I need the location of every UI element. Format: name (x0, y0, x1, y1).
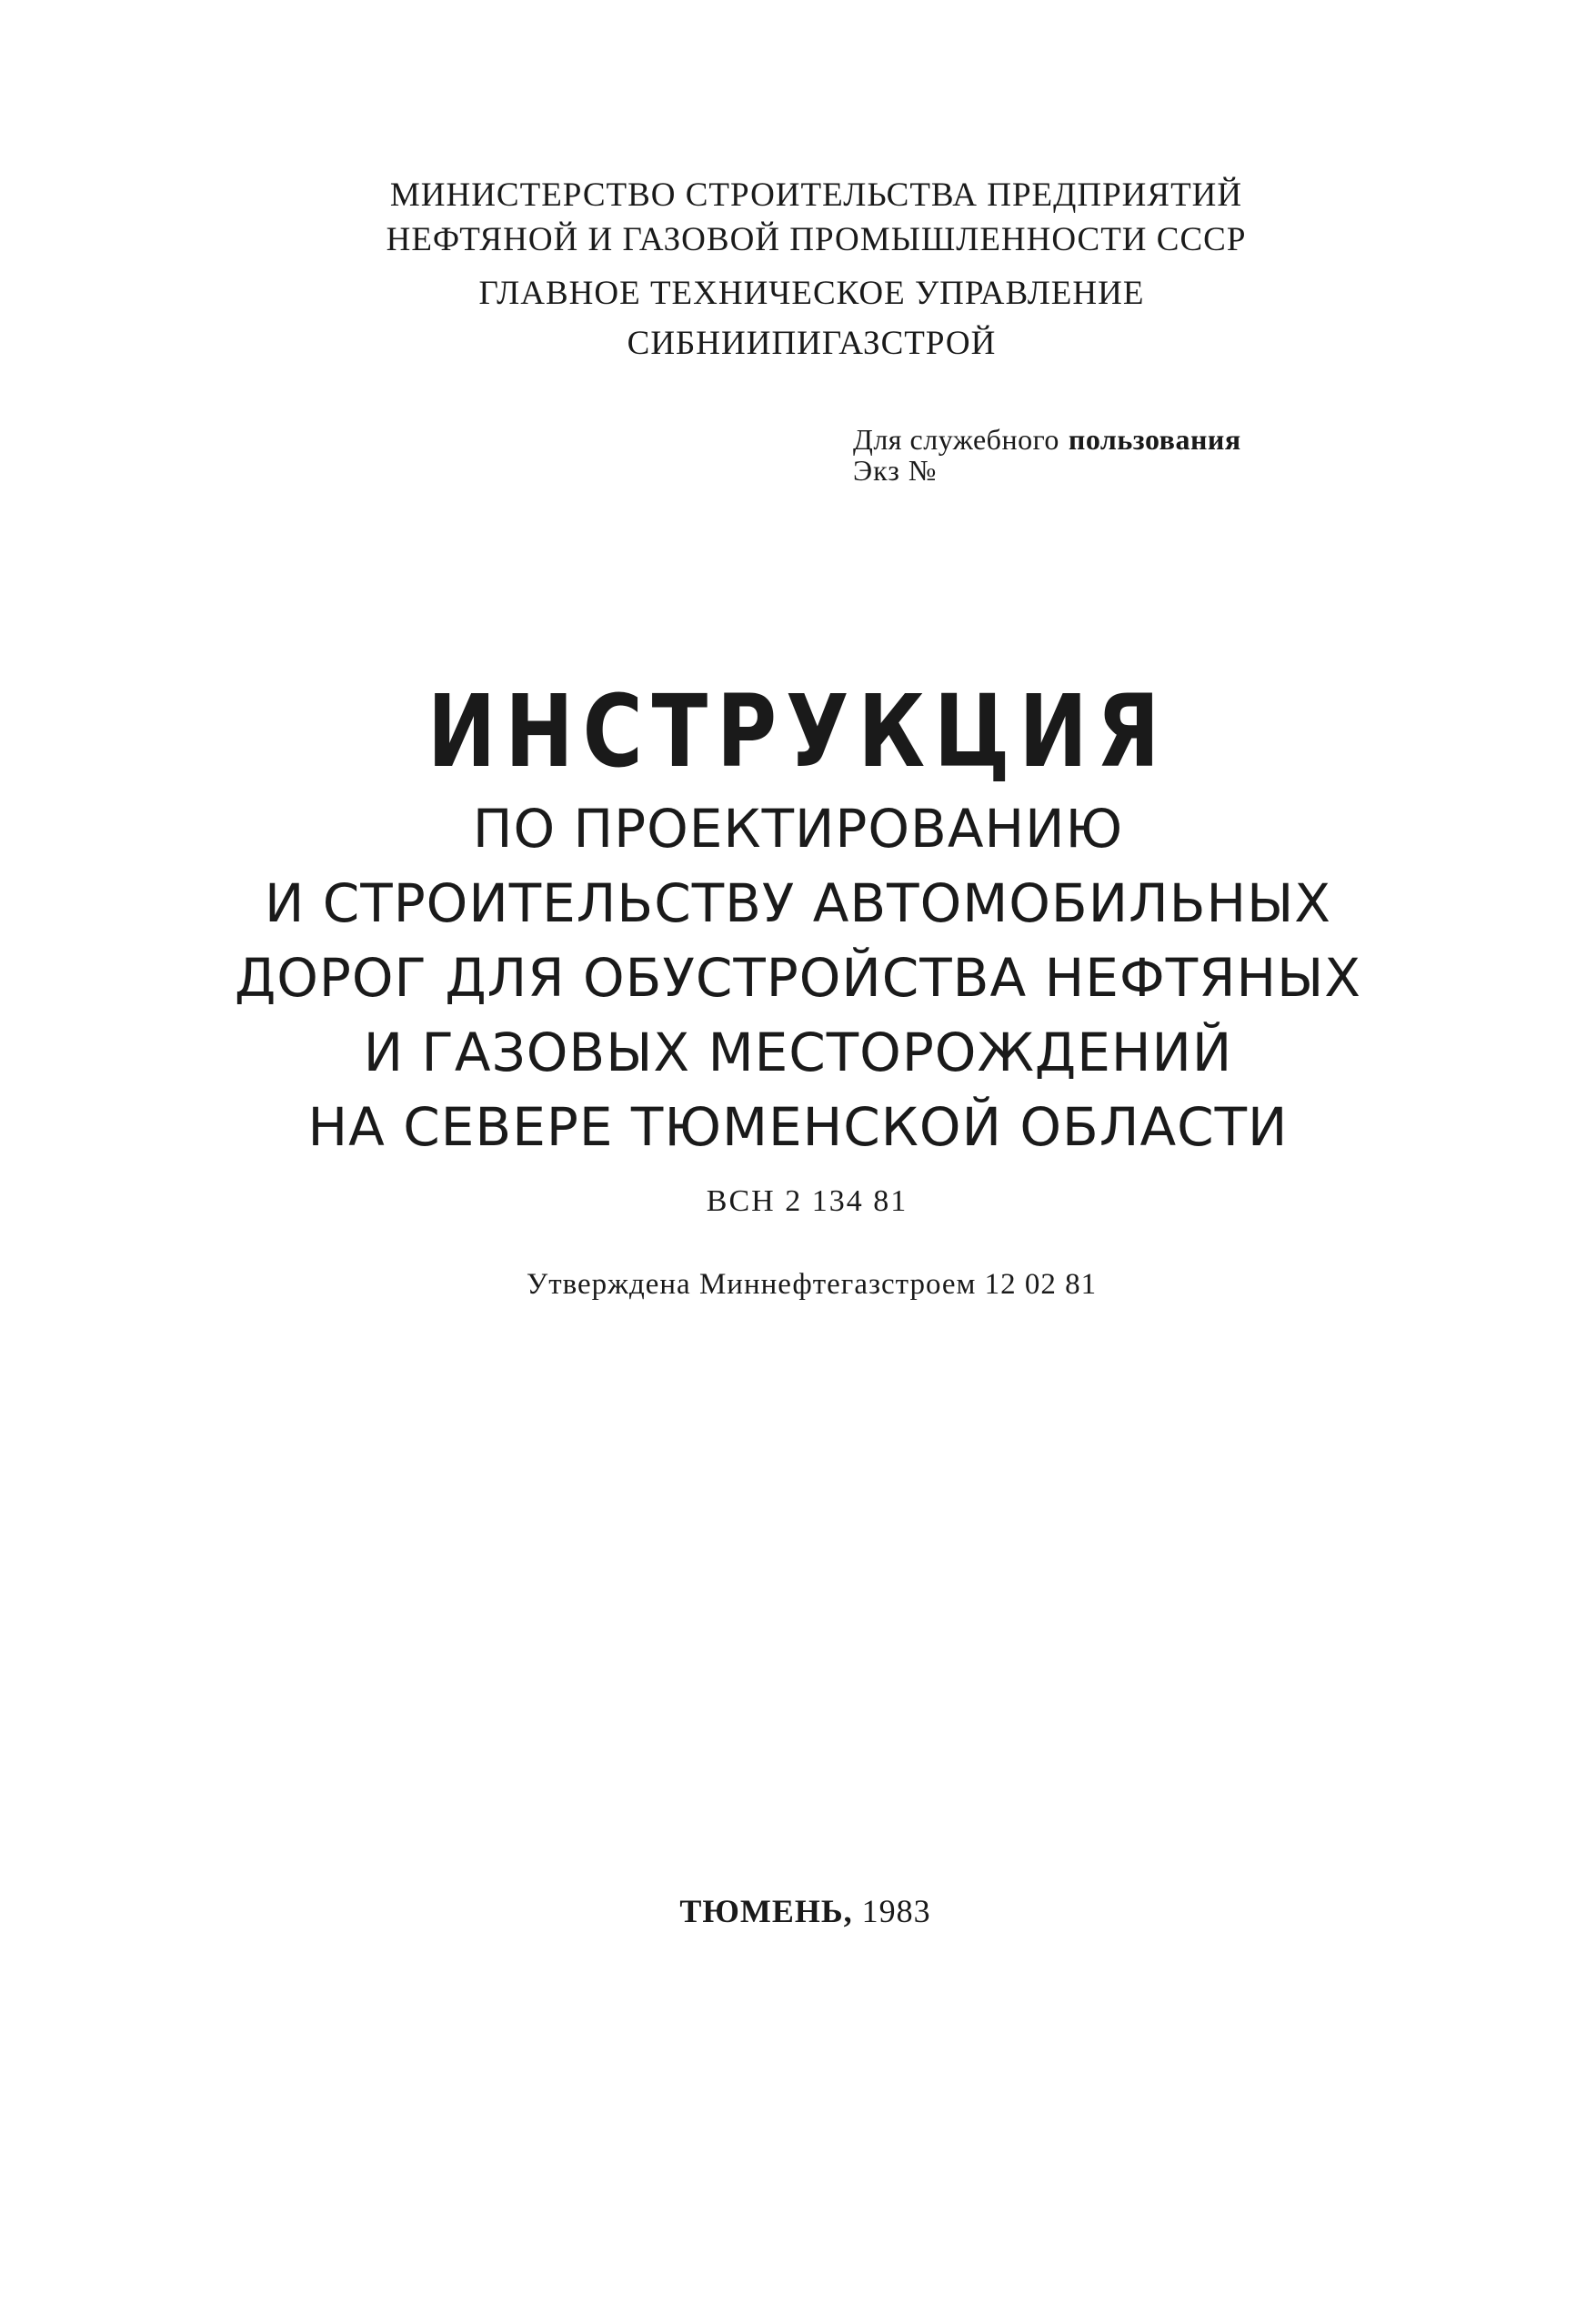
copy-number-label: Экз № (853, 454, 938, 487)
restricted-use-line (853, 424, 1241, 455)
ministry-line-1: МИНИСТЕРСТВО СТРОИТЕЛЬСТВА ПРЕДПРИЯТИЙ (389, 176, 1243, 214)
subtitle-line-2: И СТРОИТЕЛЬСТВУ АВТОМОБИЛЬНЫХ (264, 872, 1332, 934)
document-title: ИНСТРУКЦИЯ (427, 673, 1169, 790)
approval-note: Утверждена Миннефтегазстроем 12 02 81 (526, 1268, 1098, 1301)
restricted-label: Для служебного (853, 423, 1059, 456)
imprint-year: 1983 (861, 1893, 931, 1929)
restricted-use-stamp (853, 424, 1241, 486)
subtitle-line-1: ПО ПРОЕКТИРОВАНИЮ (472, 798, 1124, 860)
subtitle-line-3: ДОРОГ ДЛЯ ОБУСТРОЙСТВА НЕФТЯНЫХ (234, 947, 1362, 1009)
issuing-organization-header (0, 173, 1596, 366)
ministry-line-2: НЕФТЯНОЙ И ГАЗОВОЙ ПРОМЫШЛЕННОСТИ СССР (386, 221, 1247, 258)
subtitle-line-4: И ГАЗОВЫХ МЕСТОРОЖДЕНИЙ (363, 1022, 1233, 1083)
subtitle-line-5: НА СЕВЕРЕ ТЮМЕНСКОЙ ОБЛАСТИ (307, 1096, 1289, 1158)
department-line: ГЛАВНОЕ ТЕХНИЧЕСКОЕ УПРАВЛЕНИЕ (478, 275, 1145, 312)
restricted-label-bold: пользования (1068, 423, 1241, 456)
document-subtitle (0, 791, 1596, 1164)
standard-code: ВСН 2 134 81 (706, 1184, 908, 1218)
imprint-city: ТЮМЕНЬ, (679, 1893, 853, 1929)
institute-line: СИБНИИПИГАЗСТРОЙ (627, 325, 997, 362)
imprint (0, 1892, 1596, 1930)
